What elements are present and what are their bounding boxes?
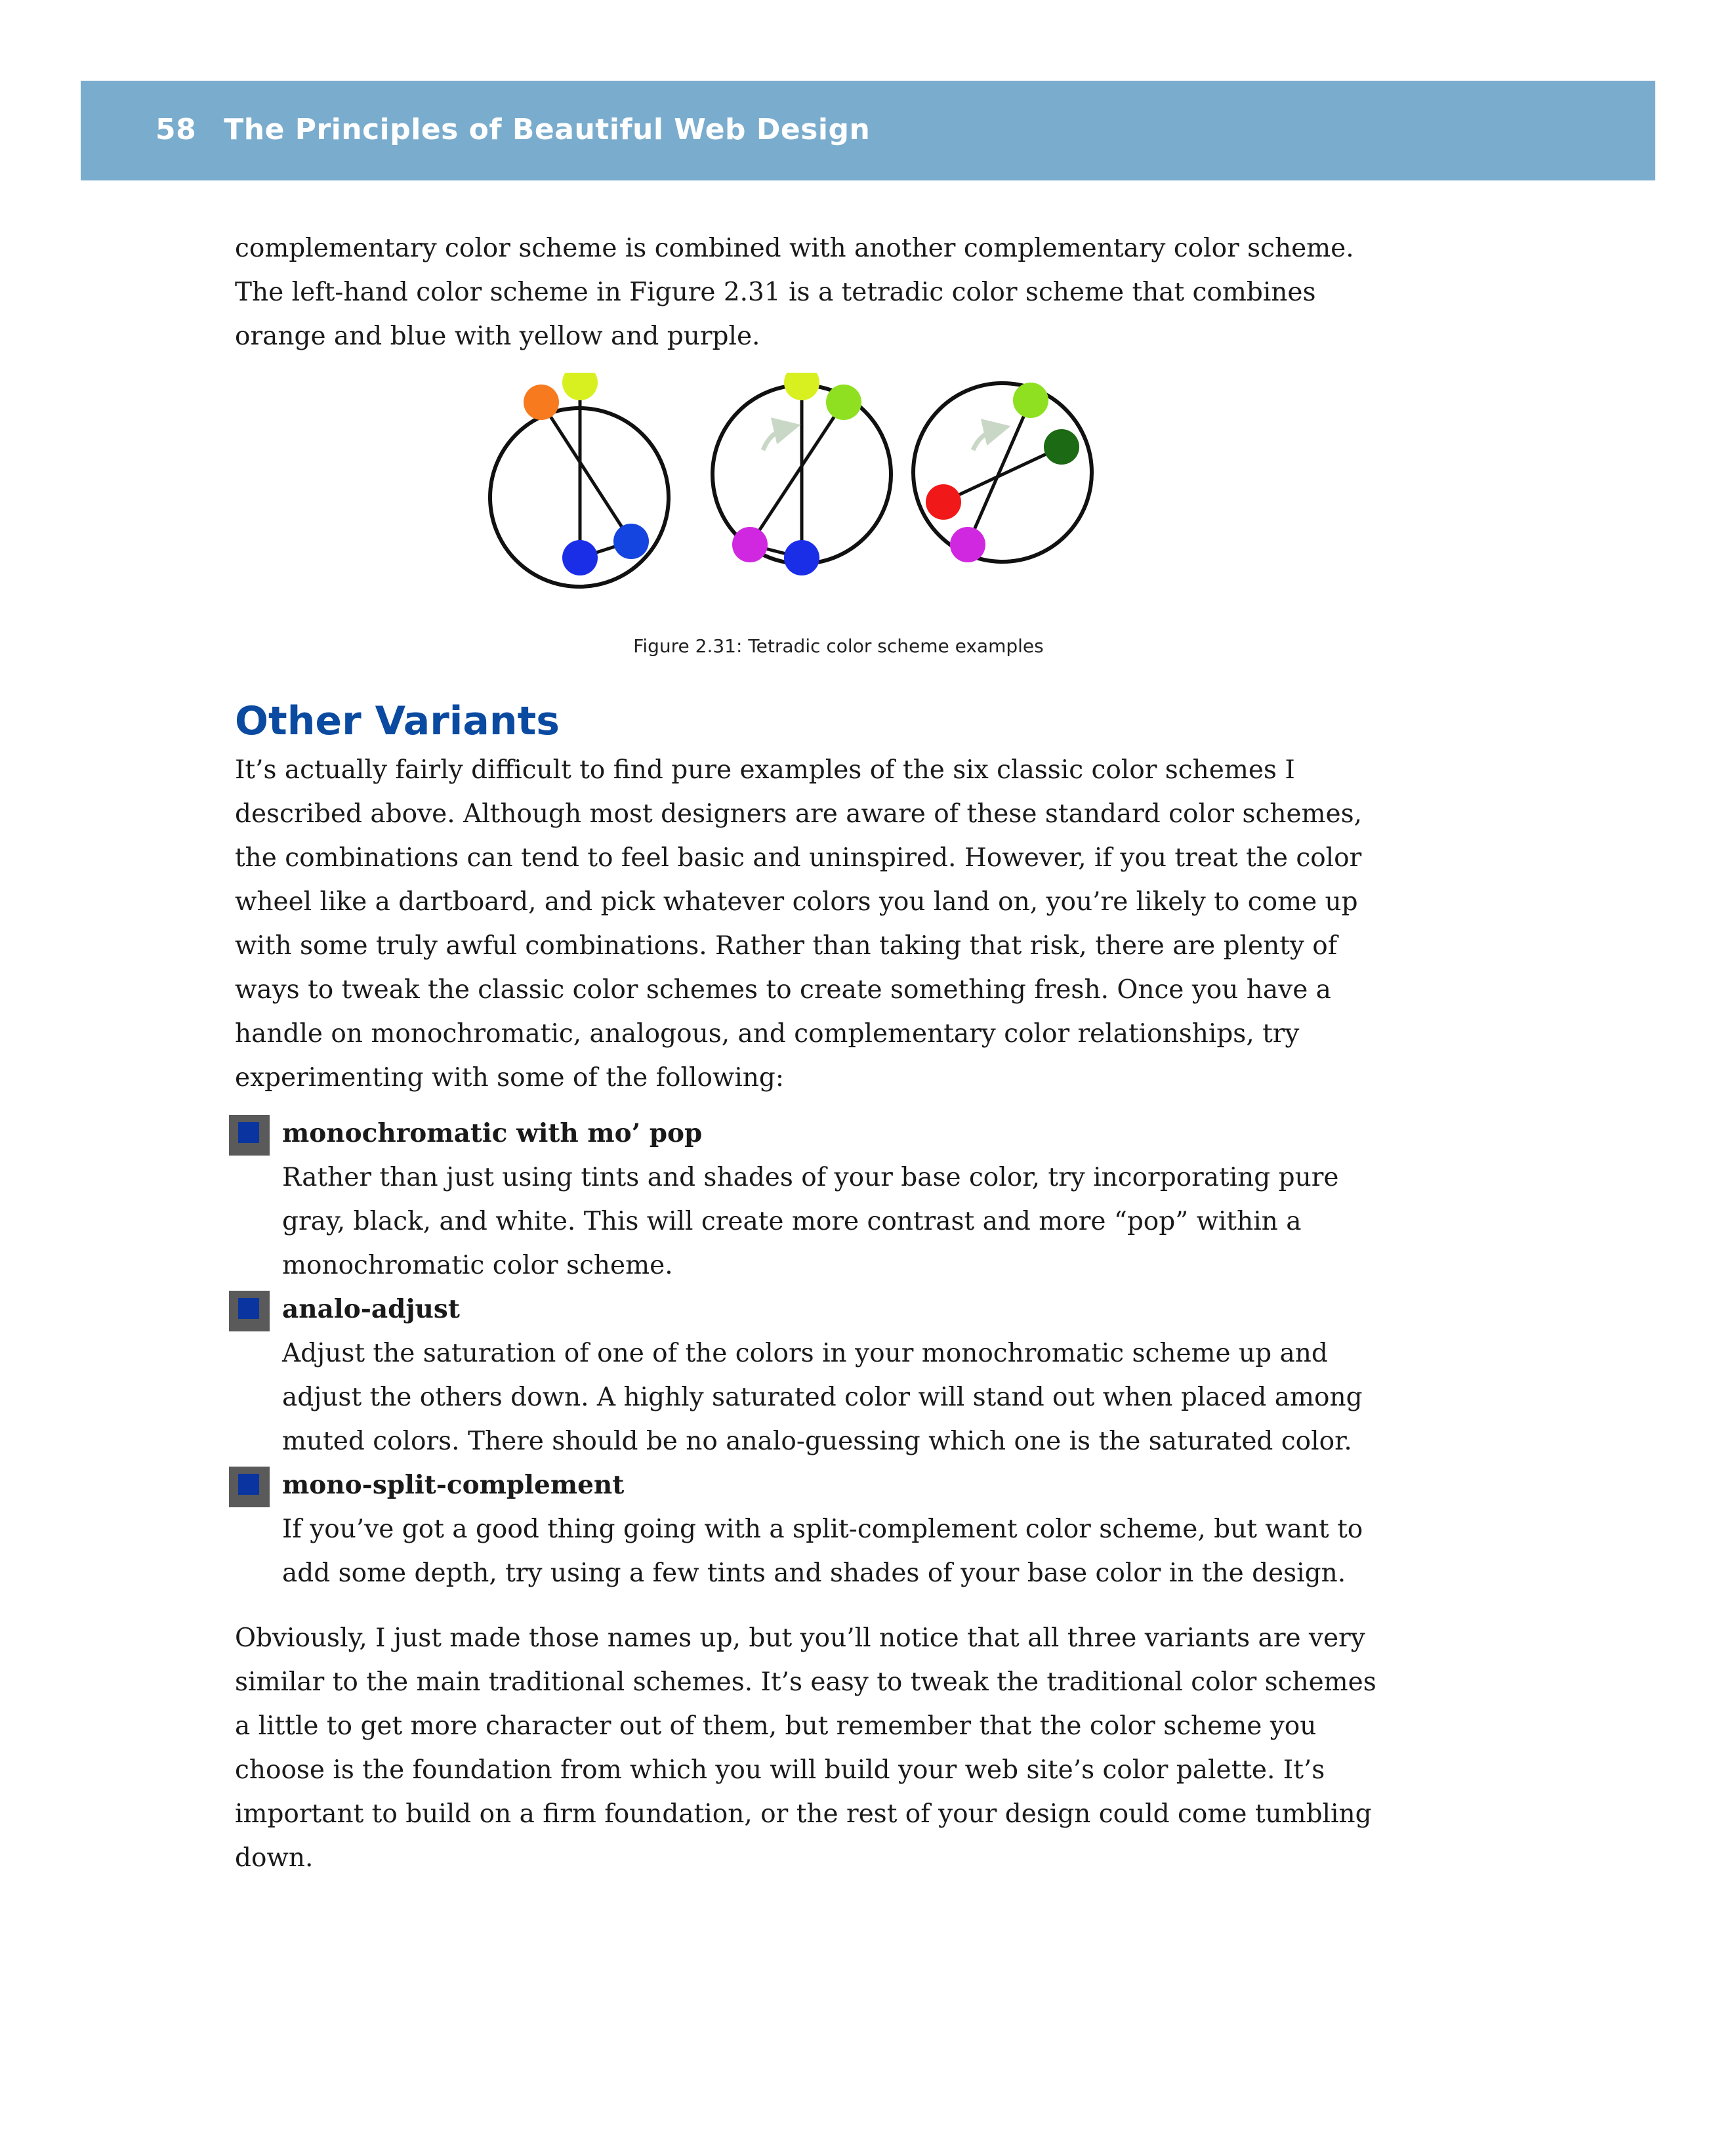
bullet-body: If you’ve got a good thing going with a split-complement color scheme, but want to add some depth, try using a few tints and shades of your base color in the design. [282,1514,1363,1588]
color-wheel-3 [913,383,1092,562]
intro-paragraph: complementary color scheme is combined with another complementary color scheme. The left-hand color scheme in Figure 2.31 is a tetradic color scheme that combines orange and blue with yellow and purple. [235,234,1354,351]
section-paragraph: It’s actually fairly difficult to find pure examples of the six classic color schemes I described above. Although most designers are aware of these standard color schemes, the combinations can tend to feel basic and uninspired. However, if you treat the color wheel like a dartboard, and pick whatever colors you land on, you’re likely to come up with some truly awful combinations. Rather than taking that risk, there are plenty of ways to tweak the classic color schemes to create something fresh. Once you have a handle on monochromatic, analogous, and complementary color relationships, try experimenting with some of the following: [235,755,1362,1093]
wheel-3-dot-green [1013,383,1048,418]
bullet-square-icon [229,1291,270,1331]
wheel-1-dot-yellow [562,373,598,400]
wheel-2-dot-green [826,385,861,420]
list-item [235,1112,1390,1287]
wheel-3-line-b [968,400,1031,545]
closing-paragraph: Obviously, I just made those names up, but you’ll notice that all three variants are very similar to the main traditional schemes. It’s easy to tweak the traditional color schemes a little to get more character out of them, but remember that the color scheme you choose is the foundation from which you will build your web site’s color palette. It’s important to build on a firm foundation, or the rest of your design could come tumbling down. [235,1623,1376,1873]
variant-list [235,1112,1390,1595]
wheel-3-circle [913,383,1092,562]
bullet-title: mono-split-complement [282,1470,625,1500]
wheel-1-line-a [541,402,631,541]
bullet-body: Adjust the saturation of one of the colors in your monochromatic scheme up and adjust the others down. A highly saturated color will stand out when placed among muted colors. There should be no analo-guessing which one is the saturated color. [282,1339,1363,1456]
wheel-2-dot-purple [732,527,768,562]
wheel-3-dot-red [926,484,961,520]
section-heading: Other Variants [235,698,560,744]
running-header [155,113,870,146]
bullet-square-icon [229,1467,270,1507]
bullet-square-icon [229,1115,270,1156]
list-item [235,1463,1390,1595]
wheel-2-line-b [750,402,844,545]
tetradic-wheels [484,373,1140,635]
wheel-3-rotate-arrow-icon [973,429,997,450]
wheel-1-dot-blue [562,540,598,575]
wheel-1-dot-blue-2 [613,524,649,559]
wheel-2-rotate-arrow-icon [763,428,787,450]
figure-caption: Figure 2.31: Tetradic color scheme examples [633,635,1044,657]
book-title: The Principles of Beautiful Web Design [224,113,871,146]
bullet-title: monochromatic with mo’ pop [282,1118,703,1148]
color-wheel-1 [490,373,669,587]
list-item [235,1287,1390,1463]
wheel-3-dot-purple [950,527,985,562]
wheel-3-dot-dark-green [1044,429,1079,465]
wheel-2-dot-blue [784,540,819,575]
figure-2-31 [235,373,1390,635]
bullet-title: analo-adjust [282,1294,460,1324]
page-content [235,226,1390,1880]
wheel-2-dot-yellow [784,373,819,400]
page-number: 58 [155,113,197,146]
bullet-body: Rather than just using tints and shades of your base color, try incorporating pure gray, black, and white. This will create more contrast and more “pop” within a monochromatic color scheme. [282,1163,1339,1280]
wheel-3-line-a [943,447,1062,502]
wheel-1-dot-orange [524,385,559,420]
color-wheel-2 [713,373,891,575]
